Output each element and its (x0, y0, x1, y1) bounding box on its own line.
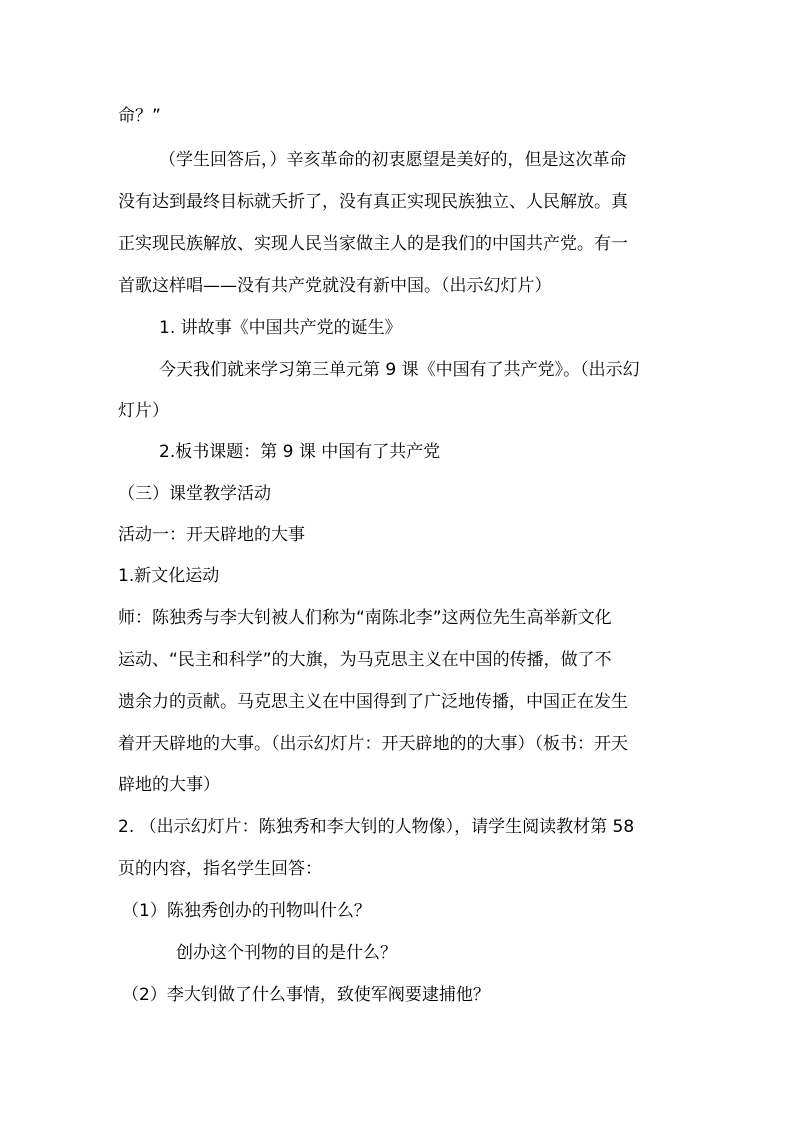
text-line-5: 首歌这样唱——没有共产党就没有新中国。（出示幻灯片） (118, 276, 552, 296)
text-line-22: （2）李大钊做了什么事情，致使军阀要逮捕他？ (122, 985, 490, 1005)
text-line-14: 运动、“民主和科学”的大旗，为马克思主义在中国的传播，做了不 (118, 650, 612, 670)
text-line-15: 遗余力的贡献。马克思主义在中国得到了广泛地传播，中国正在发生 (118, 692, 628, 712)
text-line-11: 活动一：开天辟地的大事 (118, 525, 305, 545)
text-line-12: 1.新文化运动 (118, 566, 220, 586)
text-line-4: 正实现民族解放、实现人民当家做主人的是我们的中国共产党。有一 (118, 234, 628, 254)
text-line-13: 师：陈独秀与李大钊被人们称为“南陈北李”这两位先生高举新文化 (118, 608, 612, 628)
text-line-3: 没有达到最终目标就夭折了，没有真正实现民族独立、人民解放。真 (118, 192, 628, 212)
text-line-10: （三）课堂教学活动 (118, 484, 271, 504)
text-line-20: （1）陈独秀创办的刊物叫什么？ (122, 901, 371, 921)
text-line-6: 1. 讲故事《中国共产党的诞生》 (159, 318, 402, 338)
text-line-17: 辟地的大事） (118, 775, 220, 795)
text-line-7: 今天我们就来学习第三单元第 9 课《中国有了共产党》。（出示幻 (159, 360, 640, 380)
text-line-8: 灯片） (118, 401, 169, 421)
text-line-1: 命？” (118, 106, 161, 126)
text-line-2: （学生回答后，）辛亥革命的初衷愿望是美好的，但是这次革命 (159, 150, 627, 170)
text-line-9: 2.板书课题：第 9 课 中国有了共产党 (159, 442, 441, 462)
text-line-21: 创办这个刊物的目的是什么？ (176, 943, 397, 963)
text-line-18: 2. （出示幻灯片：陈独秀和李大钊的人物像），请学生阅读教材第 58 (118, 817, 635, 837)
text-line-19: 页的内容，指名学生回答： (118, 859, 322, 879)
text-line-16: 着开天辟地的大事。（出示幻灯片：开天辟地的的大事）（板书：开天 (118, 734, 628, 754)
